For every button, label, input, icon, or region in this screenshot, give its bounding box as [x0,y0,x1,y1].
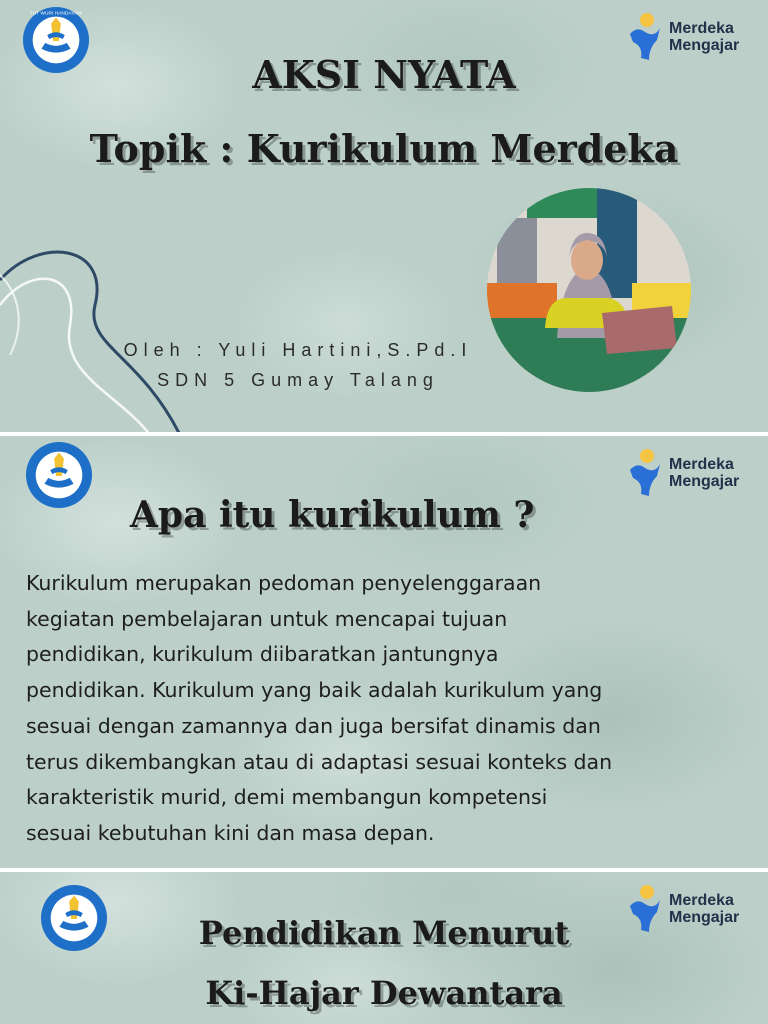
slide-1 [0,0,768,432]
mengajar-text: Mengajar [669,473,740,490]
slide-1-topic: Topik : Kurikulum Merdeka [89,126,679,171]
slide-3-subtitle: Ki-Hajar Dewantara [205,974,563,1012]
slide-3-title: Pendidikan Menurut [198,914,570,952]
paragraph-line: Kurikulum merupakan pedoman penyelenggaraan [26,571,542,595]
school-name: SDN 5 Gumay Talang [157,370,439,390]
tut-wuri-handayani-logo [25,441,93,509]
slide-1-title: AKSI NYATA [252,52,516,97]
merdeka-text: Merdeka [669,20,734,37]
paragraph-line: sesuai dengan zamannya dan juga bersifat dinamis dan [26,713,601,738]
merdeka-text: Merdeka [669,456,734,473]
logo-ring-text: TUT WURI HANDAYANI [29,11,83,17]
merdeka-text: Merdeka [669,892,734,909]
definition-paragraph [26,566,726,852]
paragraph-line: terus dikembangkan atau di adaptasi sesuai konteks dan [26,749,613,774]
merdeka-figure-icon [627,448,663,498]
paragraph-line: sesuai kebutuhan kini dan masa depan. [26,820,435,845]
mengajar-text: Mengajar [669,37,740,54]
paragraph-line: karakteristik murid, demi membangun kompetensi [26,785,548,810]
merdeka-mengajar-logo [627,448,739,498]
paragraph-line: kegiatan pembelajaran untuk mencapai tujuan [26,606,508,631]
mengajar-text: Mengajar [669,909,740,926]
slide-2-heading: Apa itu kurikulum ? [130,494,535,536]
author-credit: Oleh : Yuli Hartini,S.Pd.I [123,340,473,360]
teacher-photo [487,188,691,392]
paragraph-line: pendidikan, kurikulum diibaratkan jantungnya [26,642,499,667]
paragraph-line: pendidikan. Kurikulum yang baik adalah kurikulum yang [26,678,603,703]
slide-2 [0,436,768,868]
slide-3 [0,872,768,1024]
decorative-curves [0,235,200,432]
